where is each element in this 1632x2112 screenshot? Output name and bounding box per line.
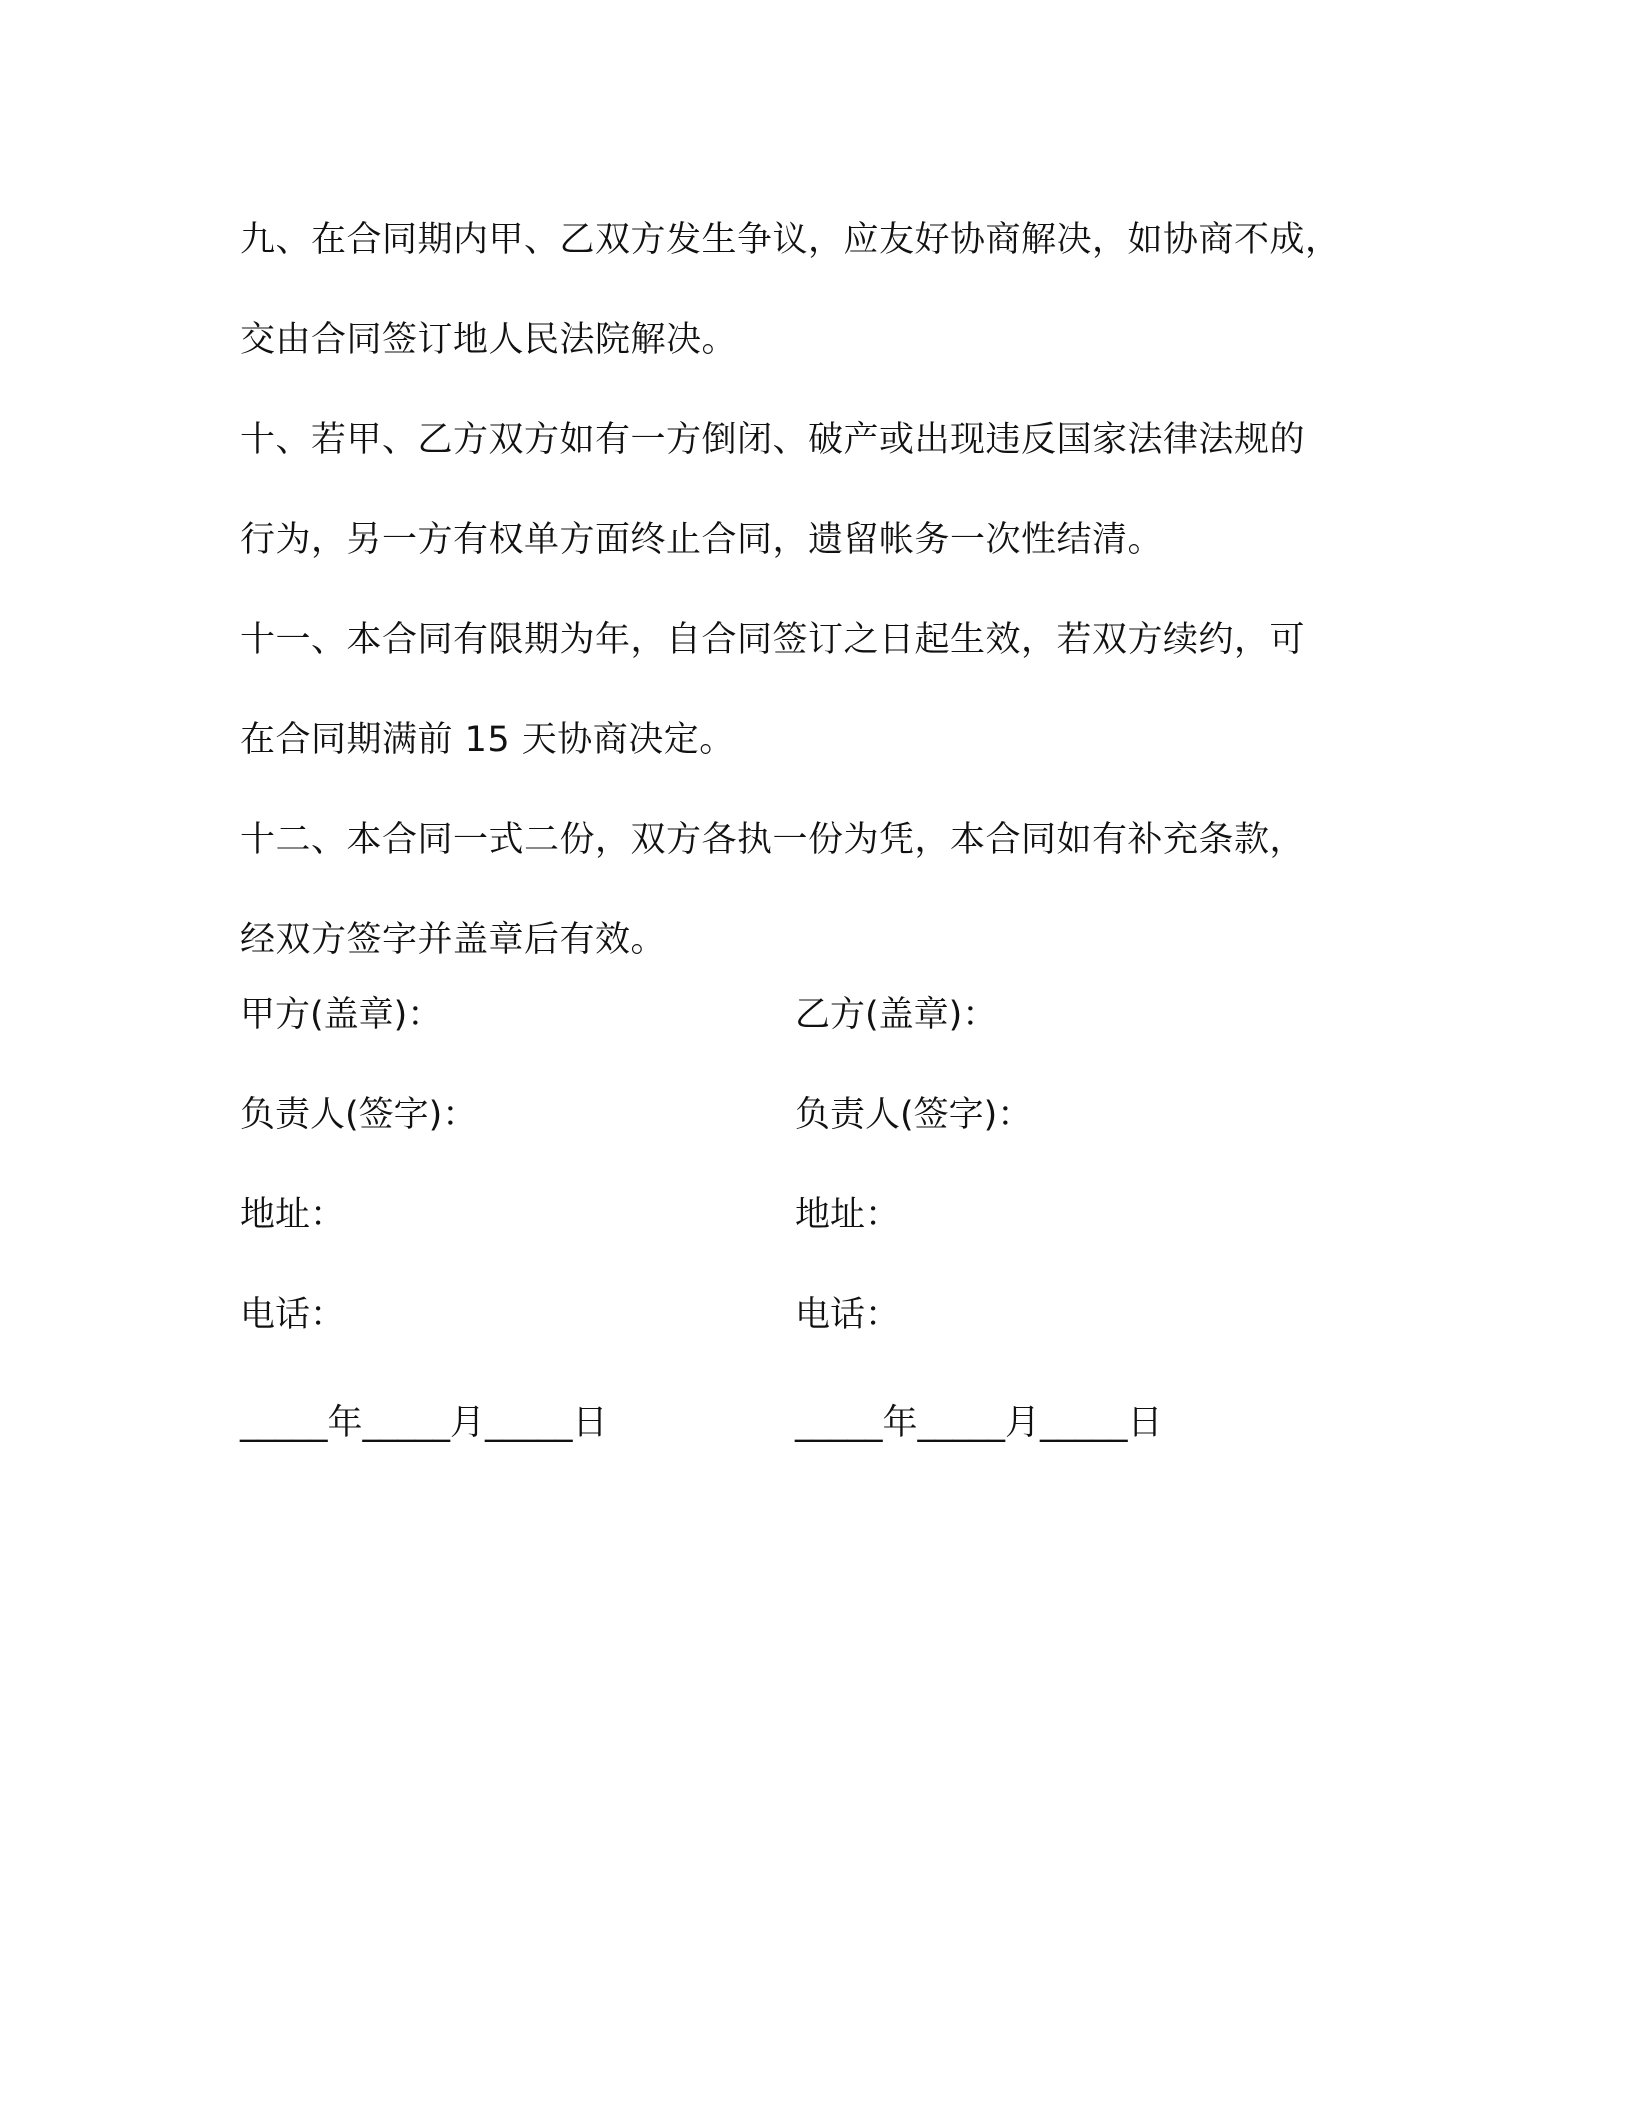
signature-block: [240, 990, 1400, 1498]
party-a-phone-label: 电话：: [240, 1295, 346, 1335]
clause-12-line-2: 经双方签字并盖章后有效。: [240, 920, 667, 960]
party-b-signer-label: 负责人(签字)：: [795, 1095, 1033, 1135]
party-a-address-label: 地址：: [240, 1195, 346, 1235]
clause-11-line-1: 十一、本合同有限期为年，自合同签订之日起生效，若双方续约，可: [240, 620, 1306, 660]
clause-10-line-2: 行为，另一方有权单方面终止合同，遗留帐务一次性结清。: [240, 520, 1164, 560]
party-b-seal-label: 乙方(盖章)：: [795, 995, 998, 1035]
party-b-date-line: _____年_____月_____日: [795, 1403, 1163, 1443]
clause-12-line-1: 十二、本合同一式二份，双方各执一份为凭，本合同如有补充条款，: [240, 820, 1306, 860]
party-a-seal-label: 甲方(盖章)：: [240, 995, 443, 1035]
phone-row: [240, 1290, 1400, 1390]
party-a-date-line: _____年_____月_____日: [240, 1403, 608, 1443]
date-row: [240, 1398, 1400, 1498]
clause-9-line-1: 九、在合同期内甲、乙双方发生争议，应友好协商解决，如协商不成，: [240, 220, 1341, 260]
clause-10-line-1: 十、若甲、乙方双方如有一方倒闭、破产或出现违反国家法律法规的: [240, 420, 1306, 460]
contract-clauses: [240, 190, 1400, 990]
party-b-phone-label: 电话：: [795, 1295, 901, 1335]
address-row: [240, 1190, 1400, 1290]
party-a-signer-label: 负责人(签字)：: [240, 1095, 478, 1135]
clause-9-line-2: 交由合同签订地人民法院解决。: [240, 320, 738, 360]
clause-11-line-2: 在合同期满前 15 天协商决定。: [240, 720, 735, 760]
signer-row: [240, 1090, 1400, 1190]
party-b-address-label: 地址：: [795, 1195, 901, 1235]
seal-row: [240, 990, 1400, 1090]
